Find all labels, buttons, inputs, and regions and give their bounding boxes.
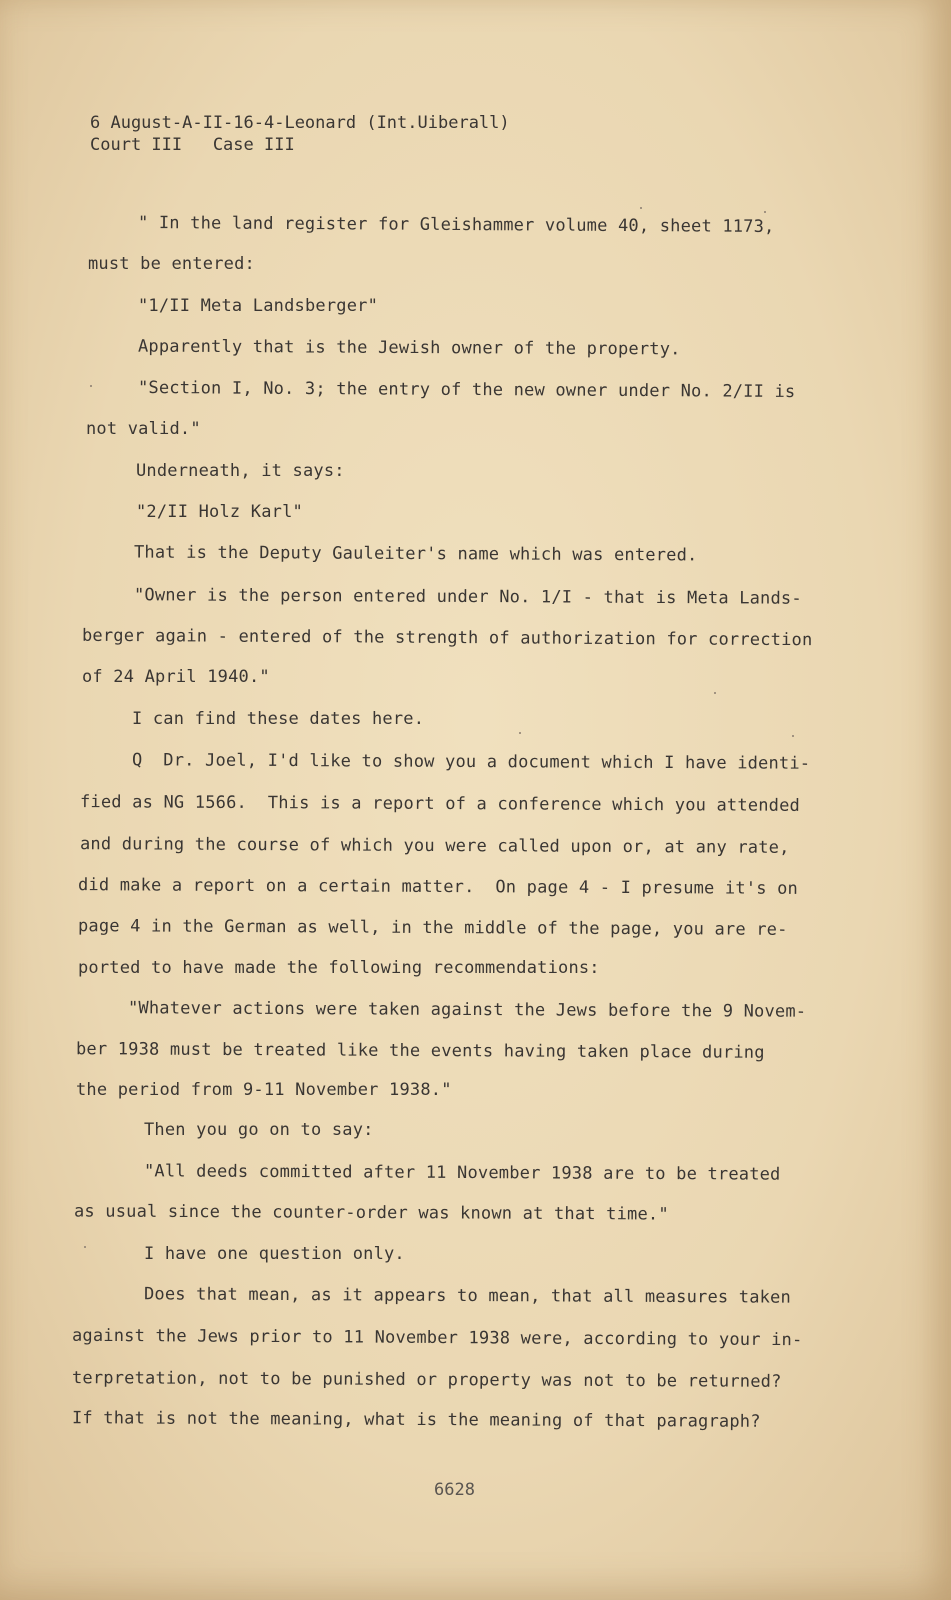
body-line: ported to have made the following recommendations:	[78, 958, 600, 978]
body-line: "All deeds committed after 11 November 1938 are to be treated	[143, 1161, 781, 1185]
body-line: I have one question only.	[144, 1244, 405, 1264]
body-line: against the Jews prior to 11 November 1938 were, according to your in-	[71, 1325, 803, 1351]
body-line: If that is not the meaning, what is the meaning of that paragraph?	[71, 1408, 761, 1432]
body-line: the period from 9-11 November 1938."	[76, 1080, 452, 1100]
body-line: "1/II Meta Landsberger"	[138, 296, 379, 316]
body-line: of 24 April 1940."	[82, 667, 270, 687]
body-line: Does that mean, as it appears to mean, that all measures taken	[143, 1284, 792, 1308]
body-line: ber 1938 must be treated like the events having taken place during	[75, 1039, 765, 1063]
body-line: " In the land register for Gleishammer volume 40, sheet 1173,	[137, 213, 775, 237]
body-line: must be entered:	[88, 254, 255, 274]
body-line: Q Dr. Joel, I'd like to show you a document which I have identi-	[131, 750, 811, 774]
body-line: "Whatever actions were taken against the Jews before the 9 Novem-	[127, 998, 807, 1022]
paper-speck	[640, 207, 642, 209]
body-line: page 4 in the German as well, in the middle of the page, you are re-	[77, 916, 788, 940]
paper-speck	[84, 1246, 86, 1248]
body-line: not valid."	[86, 419, 201, 439]
header-line-1: 6 August-A-II-16-4-Leonard (Int.Uiberall)	[90, 113, 510, 133]
body-line: berger again - entered of the strength of authorization for correction	[81, 625, 813, 651]
body-line: I can find these dates here.	[132, 709, 425, 729]
body-line: fied as NG 1566. This is a report of a conference which you attended	[79, 792, 801, 816]
body-line: That is the Deputy Gauleiter's name which was entered.	[133, 542, 698, 566]
body-line: as usual since the counter-order was known at that time."	[73, 1201, 669, 1225]
paper-speck	[519, 732, 521, 734]
paper-speck	[764, 211, 766, 213]
page-number: 6628	[434, 1480, 475, 1500]
body-line: "2/II Holz Karl"	[136, 502, 303, 522]
body-line: and during the course of which you were called upon or, at any rate,	[79, 834, 790, 858]
paper-speck	[90, 385, 92, 387]
body-line: Underneath, it says:	[136, 461, 345, 481]
page-header	[90, 112, 510, 156]
paper-speck	[792, 735, 794, 737]
header-line-2: Court III Case III	[90, 135, 295, 155]
body-line: Apparently that is the Jewish owner of the property.	[137, 336, 681, 360]
body-line: terpretation, not to be punished or property was not to be returned?	[71, 1368, 782, 1392]
body-line: "Section I, No. 3; the entry of the new owner under No. 2/II is	[137, 377, 796, 403]
body-line: Then you go on to say:	[144, 1120, 374, 1140]
body-line: did make a report on a certain matter. On page 4 - I presume it's on	[77, 875, 799, 899]
body-line: "Owner is the person entered under No. 1/I - that is Meta Lands-	[133, 585, 802, 609]
paper-speck	[714, 692, 716, 694]
